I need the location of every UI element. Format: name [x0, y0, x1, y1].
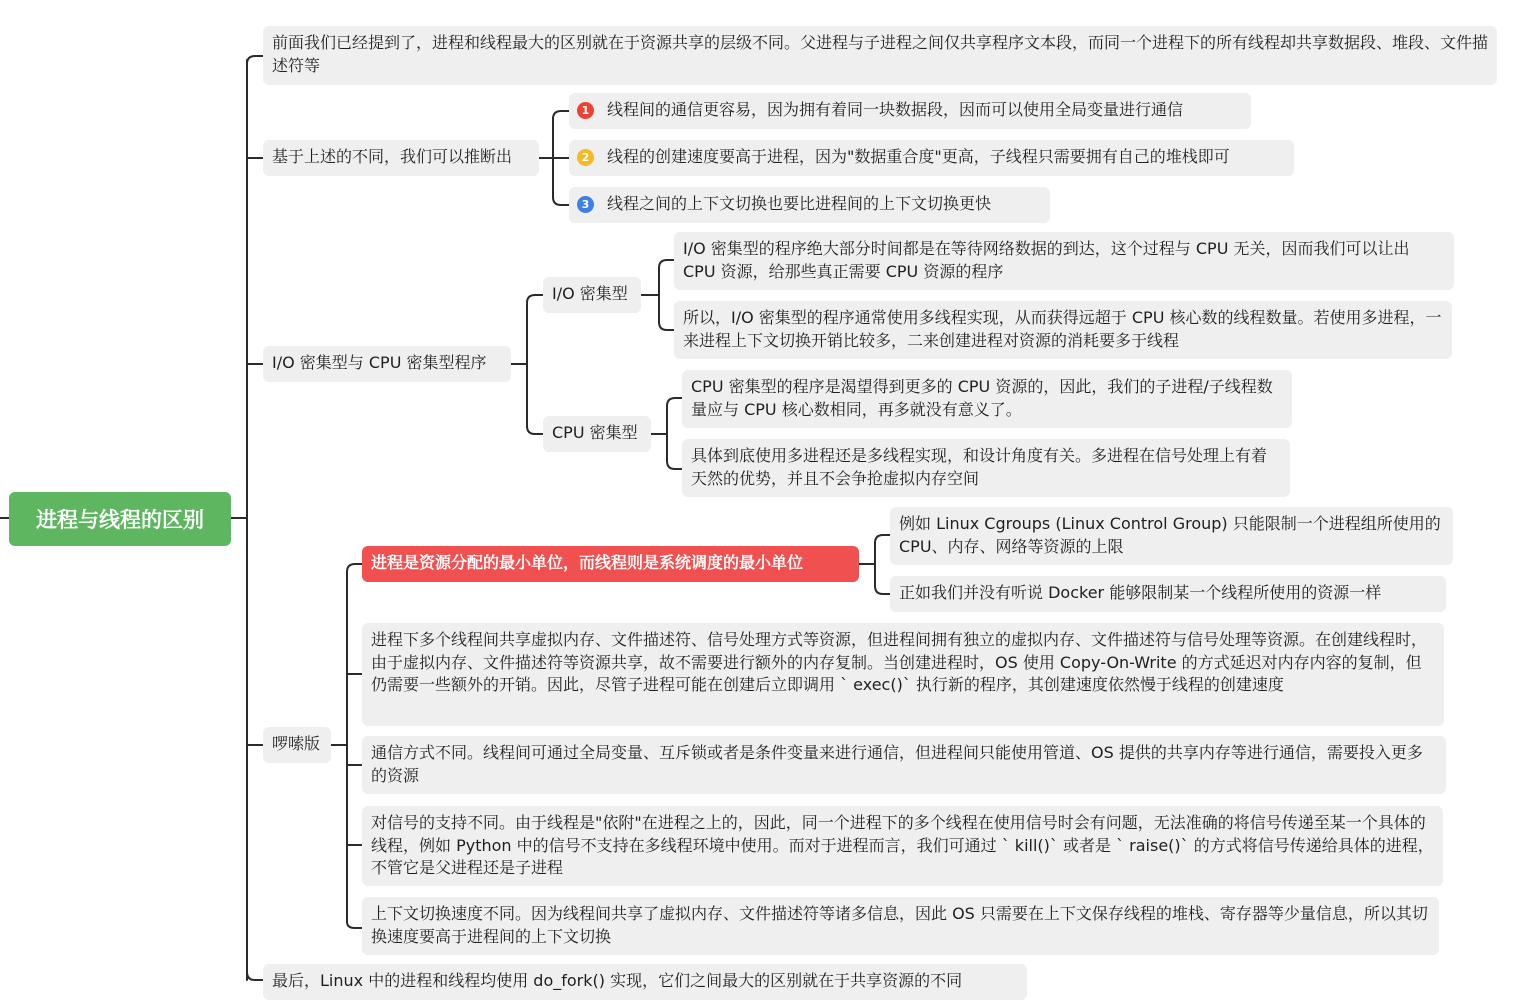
verbose-item-3[interactable]: 对信号的支持不同。由于线程是"依附"在进程之上的，因此，同一个进程下的多个线程在使用信号时会有问题，无法准确的将信号传递至某一个具体的线程，例如 Python 中的信号不支持在多线程环境中使用。而对于进程而言，我们可通过 ` kill()` 或者是 ` raise()` 的方式将信号传递给具体的进程，不管它是父进程还是子进程: [362, 806, 1443, 886]
verbose-item-2[interactable]: 通信方式不同。线程间可通过全局变量、互斥锁或者是条件变量来进行通信，但进程间只能使用管道、OS 提供的共享内存等进行通信，需要投入更多的资源: [362, 736, 1446, 794]
verbose-item-1[interactable]: 进程下多个线程间共享虚拟内存、文件描述符、信号处理方式等资源，但进程间拥有独立的虚拟内存、文件描述符与信号处理等资源。在创建线程时，由于虚拟内存、文件描述符等资源共享，故不需要进行额外的内存复制。当创建进程时，OS 使用 Copy-On-Write 的方式延迟对内存内容的复制，但仍需要一些额外的开销。因此，尽管子进程可能在创建后立即调用 ` exec()` 执行新的程序，其创建速度依然慢于线程的创建速度: [362, 623, 1444, 726]
io-item-1[interactable]: I/O 密集型的程序绝大部分时间都是在等待网络数据的到达，这个过程与 CPU 无关，因而我们可以让出 CPU 资源，给那些真正需要 CPU 资源的程序: [674, 232, 1454, 290]
number-1-icon: 1: [577, 102, 594, 119]
inference-item-3-text: 线程之间的上下文切换也要比进程间的上下文切换更快: [607, 194, 992, 213]
number-2-icon: 2: [577, 149, 594, 166]
verbose-item-4[interactable]: 上下文切换速度不同。因为线程间共享了虚拟内存、文件描述符等诸多信息，因此 OS 只需要在上下文保存线程的堆栈、寄存器等少量信息，所以其切换速度要高于进程间的上下文切换: [362, 897, 1439, 955]
cpu-intensive-node[interactable]: CPU 密集型: [543, 416, 651, 452]
number-3-icon: 3: [577, 196, 594, 213]
highlight-item-1[interactable]: 例如 Linux Cgroups (Linux Control Group) 只能限制一个进程组所使用的 CPU、内存、网络等资源的上限: [890, 507, 1453, 565]
inference-node[interactable]: 基于上述的不同，我们可以推断出: [263, 140, 539, 176]
inference-item-1[interactable]: [569, 93, 1251, 129]
io-intensive-node[interactable]: I/O 密集型: [543, 277, 641, 313]
inference-item-3[interactable]: [569, 187, 1050, 223]
inference-item-2-text: 线程的创建速度要高于进程，因为"数据重合度"更高，子线程只需要拥有自己的堆栈即可: [607, 147, 1230, 166]
cpu-item-2[interactable]: 具体到底使用多进程还是多线程实现，和设计角度有关。多进程在信号处理上有着天然的优势，并且不会争抢虚拟内存空间: [682, 439, 1290, 497]
inference-item-1-text: 线程间的通信更容易，因为拥有着同一块数据段，因而可以使用全局变量进行通信: [607, 100, 1184, 119]
intro-node[interactable]: 前面我们已经提到了，进程和线程最大的区别就在于资源共享的层级不同。父进程与子进程之间仅共享程序文本段，而同一个进程下的所有线程却共享数据段、堆段、文件描述符等: [263, 26, 1497, 85]
highlight-node[interactable]: 进程是资源分配的最小单位，而线程则是系统调度的最小单位: [362, 546, 859, 582]
conclusion-node[interactable]: 最后，Linux 中的进程和线程均使用 do_fork() 实现，它们之间最大的区别就在于共享资源的不同: [263, 964, 1027, 1000]
cpu-item-1[interactable]: CPU 密集型的程序是渴望得到更多的 CPU 资源的，因此，我们的子进程/子线程数量应与 CPU 核心数相同，再多就没有意义了。: [682, 370, 1292, 428]
highlight-item-2[interactable]: 正如我们并没有听说 Docker 能够限制某一个线程所使用的资源一样: [890, 576, 1446, 612]
root-node[interactable]: 进程与线程的区别: [9, 492, 231, 546]
io-cpu-node[interactable]: I/O 密集型与 CPU 密集型程序: [263, 346, 511, 382]
inference-item-2[interactable]: [569, 140, 1294, 176]
io-item-2[interactable]: 所以，I/O 密集型的程序通常使用多线程实现，从而获得远超于 CPU 核心数的线程数量。若使用多进程，一来进程上下文切换开销比较多，二来创建进程对资源的消耗要多于线程: [674, 301, 1452, 359]
verbose-node[interactable]: 啰嗦版: [263, 727, 331, 763]
